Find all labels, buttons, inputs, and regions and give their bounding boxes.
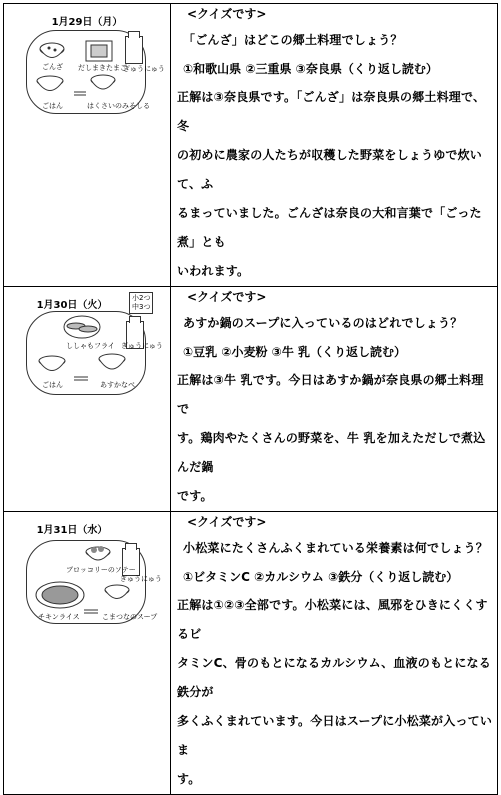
chicken-rice-plate-icon <box>36 582 84 608</box>
answer-line: タミンC、骨のもとになるカルシウム、血液のもとになる鉄分が <box>177 656 491 699</box>
portion-note-line: 小2つ <box>132 294 151 302</box>
portion-note-line: 中3つ <box>132 303 151 311</box>
menu-label: はくさいのみそしる <box>87 102 150 110</box>
answer-line: の初めに農家の人たちが収穫した野菜をしょうゆで炊いて、ふ <box>177 148 483 191</box>
quiz-question: 「ごんざ」はどこの郷土料理でしょう？ <box>183 33 403 47</box>
menu-label: ぎゅうにゅう <box>121 342 163 350</box>
menu-label: こまつなのスープ <box>102 613 158 621</box>
answer-line: す。鶏肉やたくさんの野菜を、牛 乳を加えただしで煮込んだ鍋 <box>177 431 486 474</box>
quiz-header: <クイズです> <box>187 290 267 304</box>
broccoli-bowl-icon <box>86 546 110 560</box>
quiz-header: <クイズです> <box>187 515 267 529</box>
answer-line: いわれます。 <box>177 264 250 278</box>
menu-illustration-2 <box>4 287 171 512</box>
quiz-options: ①ビタミンC ②カルシウム ③鉄分（くり返し読む） <box>183 570 459 584</box>
quiz-row-3 <box>4 512 498 795</box>
quiz-header: <クイズです> <box>187 7 267 21</box>
nabe-bowl-icon <box>99 354 125 369</box>
gonza-bowl-icon <box>40 43 64 58</box>
answer-line: す。 <box>177 772 201 786</box>
soup-bowl-icon <box>105 585 129 599</box>
quiz-question: あすか鍋のスープに入っているのはどれでしょう？ <box>183 316 463 330</box>
menu-date: 1月30日（火） <box>36 300 108 311</box>
menu-date: 1月31日（水） <box>36 525 108 536</box>
answer-line: 正解は③牛 乳です。今日はあすか鍋が奈良県の郷土料理で <box>177 373 484 416</box>
menu-label: だしまきたまご <box>78 64 127 72</box>
soup-bowl-icon <box>91 75 115 89</box>
menu-label: ごはん <box>42 381 63 389</box>
menu-label: チキンライス <box>38 613 80 621</box>
answer-line: るまっていました。ごんざは奈良の大和言葉で「ごった煮」とも <box>177 206 482 249</box>
quiz-row-2 <box>4 287 498 512</box>
menu-label: ぎゅうにゅう <box>120 575 162 583</box>
quiz-text-1 <box>171 4 498 287</box>
answer-line: 多くふくまれています。今日はスープに小松菜が入っていま <box>177 714 493 757</box>
menu-label: あすかなべ <box>100 381 135 389</box>
menu-label: ごはん <box>42 102 63 110</box>
answer-line: です。 <box>177 489 213 503</box>
quiz-options: ①和歌山県 ②三重県 ③奈良県（くり返し読む） <box>183 62 438 76</box>
menu-icons <box>4 287 170 443</box>
rice-bowl-icon <box>37 76 63 91</box>
quiz-question: 小松菜にたくさんふくまれている栄養素は何でしょう？ <box>183 541 489 555</box>
menu-label: ブロッコリーのソテー <box>66 566 136 574</box>
milk-carton-icon <box>125 36 143 64</box>
quiz-answer <box>177 591 495 794</box>
quiz-answer <box>177 83 495 286</box>
menu-label: ぎゅうにゅう <box>123 65 165 73</box>
quiz-options: ①豆乳 ②小麦粉 ③牛 乳（くり返し読む） <box>183 345 407 359</box>
quiz-text-2 <box>171 287 498 512</box>
fish-plate-icon <box>64 316 100 338</box>
omelet-dish-icon <box>86 41 112 61</box>
quiz-row-1 <box>4 4 498 287</box>
answer-line: 正解は③奈良県です。「ごんざ」は奈良県の郷土料理で、冬 <box>177 90 486 133</box>
menu-date: 1月29日（月） <box>51 17 123 28</box>
quiz-answer <box>177 366 495 511</box>
menu-illustration-3 <box>4 512 171 795</box>
quiz-table <box>3 3 498 795</box>
menu-label: ごんざ <box>42 63 63 71</box>
answer-line: 正解は①②③全部です。小松菜には、風邪をひきにくくするビ <box>177 598 488 641</box>
rice-bowl-icon <box>39 356 65 371</box>
menu-label: ししゃもフライ <box>66 342 115 350</box>
quiz-text-3 <box>171 512 498 795</box>
menu-illustration-1 <box>4 4 171 287</box>
